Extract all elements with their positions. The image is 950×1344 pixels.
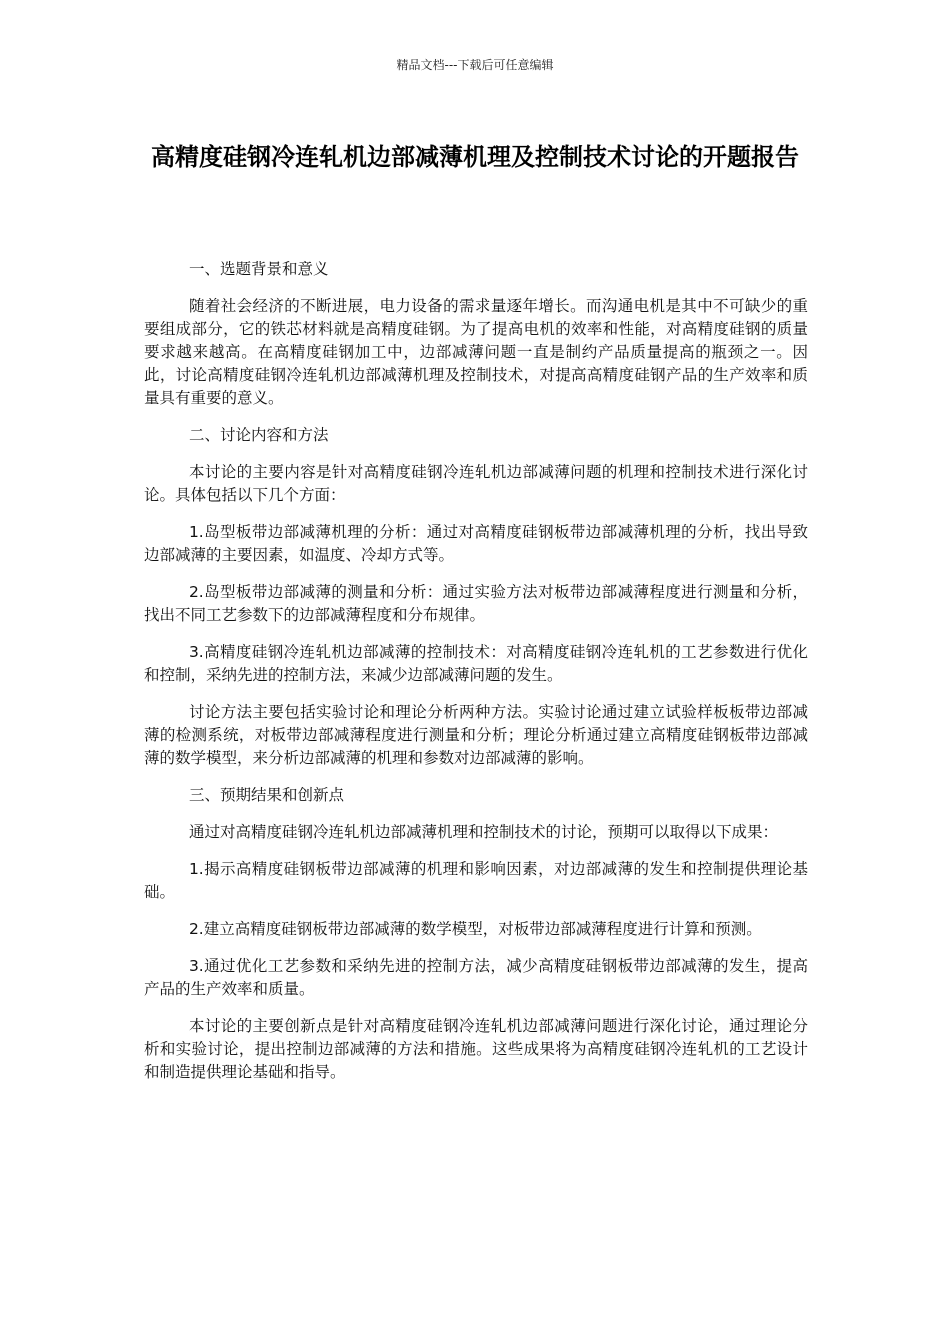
list-item: 3.通过优化工艺参数和采纳先进的控制方法，减少高精度硅钢板带边部减薄的发生，提高产品的生产效率和质量。	[144, 957, 808, 998]
list-item: 2.岛型板带边部减薄的测量和分析：通过实验方法对板带边部减薄程度进行测量和分析，找出不同工艺参数下的边部减薄程度和分布规律。	[144, 583, 808, 624]
paragraph: 讨论方法主要包括实验讨论和理论分析两种方法。实验讨论通过建立试验样板板带边部减薄的检测系统，对板带边部减薄程度进行测量和分析；理论分析通过建立高精度硅钢板带边部减薄的数学模型，来分析边部减薄的机理和参数对边部减薄的影响。	[144, 703, 808, 767]
document-title: 高精度硅钢冷连轧机边部减薄机理及控制技术讨论的开题报告	[151, 143, 799, 171]
page-header-note: 精品文档---下载后可任意编辑	[396, 58, 554, 72]
section-heading: 一、选题背景和意义	[188, 260, 329, 278]
list-item: 3.高精度硅钢冷连轧机边部减薄的控制技术：对高精度硅钢冷连轧机的工艺参数进行优化和控制，采纳先进的控制方法，来减少边部减薄问题的发生。	[144, 643, 808, 684]
section-content-methods	[144, 424, 808, 770]
section-expected-results	[144, 784, 808, 1084]
list-item: 1.揭示高精度硅钢板带边部减薄的机理和影响因素，对边部减薄的发生和控制提供理论基础。	[144, 860, 808, 901]
list-item: 1.岛型板带边部减薄机理的分析：通过对高精度硅钢板带边部减薄机理的分析，找出导致边部减薄的主要因素，如温度、冷却方式等。	[144, 523, 808, 564]
section-heading: 二、讨论内容和方法	[188, 426, 329, 444]
paragraph: 随着社会经济的不断进展，电力设备的需求量逐年增长。而沟通电机是其中不可缺少的重要组成部分，它的铁芯材料就是高精度硅钢。为了提高电机的效率和性能，对高精度硅钢的质量要求越来越高。在高精度硅钢加工中，边部减薄问题一直是制约产品质量提高的瓶颈之一。因此，讨论高精度硅钢冷连轧机边部减薄机理及控制技术，对提高高精度硅钢产品的生产效率和质量具有重要的意义。	[144, 297, 808, 407]
paragraph: 本讨论的主要内容是针对高精度硅钢冷连轧机边部减薄问题的机理和控制技术进行深化讨论。具体包括以下几个方面：	[144, 463, 808, 504]
section-heading: 三、预期结果和创新点	[188, 786, 344, 804]
document-body	[144, 258, 808, 1098]
section-background	[144, 258, 808, 410]
paragraph: 本讨论的主要创新点是针对高精度硅钢冷连轧机边部减薄问题进行深化讨论，通过理论分析和实验讨论，提出控制边部减薄的方法和措施。这些成果将为高精度硅钢冷连轧机的工艺设计和制造提供理论基础和指导。	[144, 1017, 808, 1081]
list-item: 2.建立高精度硅钢板带边部减薄的数学模型，对板带边部减薄程度进行计算和预测。	[188, 920, 762, 938]
paragraph: 通过对高精度硅钢冷连轧机边部减薄机理和控制技术的讨论，预期可以取得以下成果：	[188, 823, 778, 841]
